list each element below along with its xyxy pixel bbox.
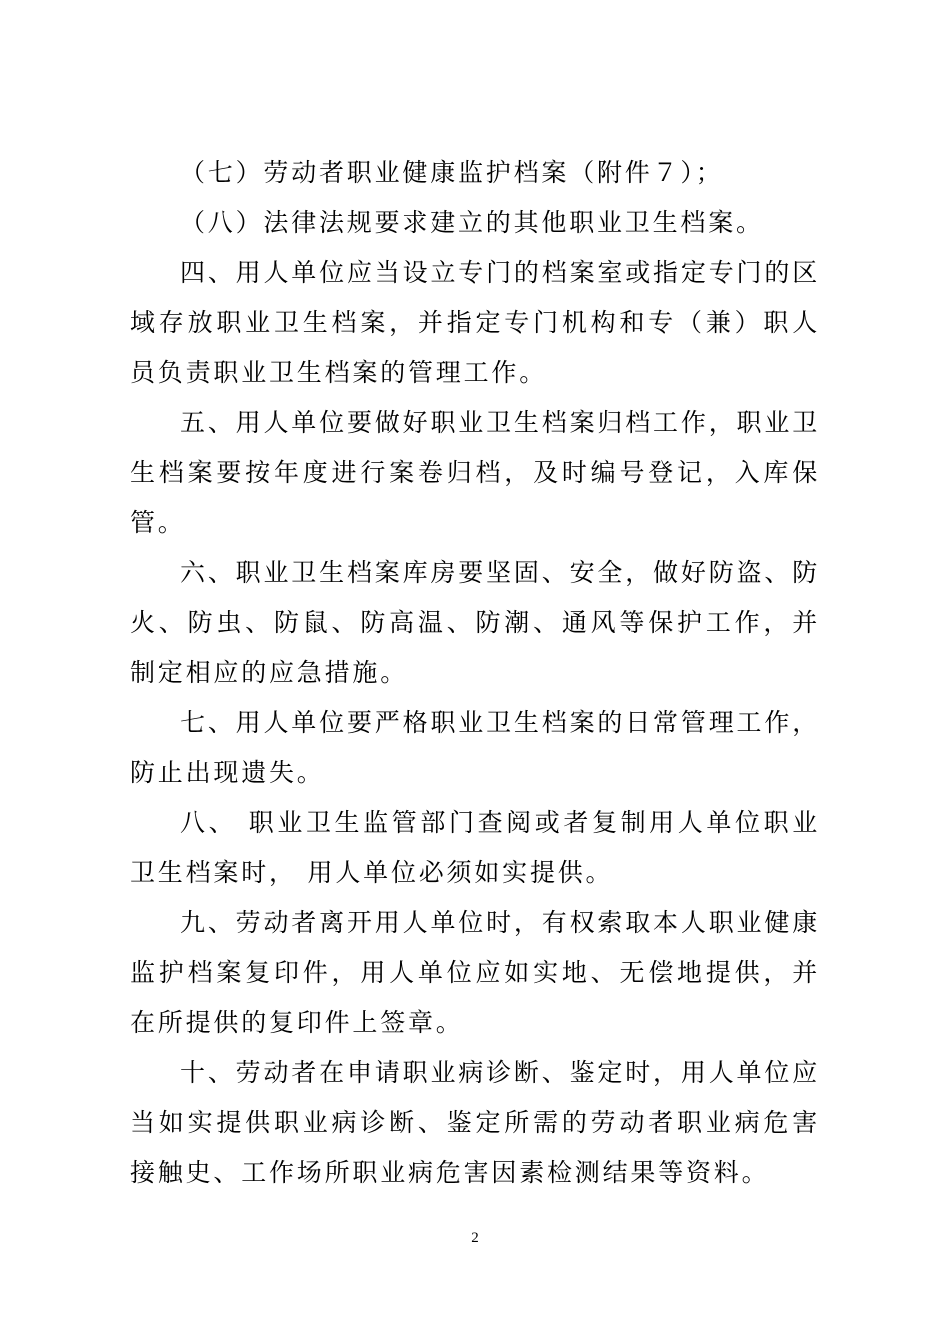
paragraph-article-8: 八、 职业卫生监管部门查阅或者复制用人单位职业卫生档案时， 用人单位必须如实提供。 xyxy=(130,808,820,887)
page-number: 2 xyxy=(471,1230,479,1246)
paragraph-item-7: （七）劳动者职业健康监护档案（附件７）； xyxy=(180,158,724,187)
paragraph-item-8: （八）法律法规要求建立的其他职业卫生档案。 xyxy=(180,208,764,237)
paragraph-article-9: 九、劳动者离开用人单位时，有权索取本人职业健康监护档案复印件，用人单位应如实地、无偿地提供，并在所提供的复印件上签章。 xyxy=(130,908,820,1037)
paragraph-article-6: 六、职业卫生档案库房要坚固、安全，做好防盗、防火、防虫、防鼠、防高温、防潮、通风等保护工作，并制定相应的应急措施。 xyxy=(130,558,820,687)
paragraph-article-5: 五、用人单位要做好职业卫生档案归档工作，职业卫生档案要按年度进行案卷归档，及时编号登记，入库保管。 xyxy=(130,408,820,537)
paragraph-article-10: 十、劳动者在申请职业病诊断、鉴定时，用人单位应当如实提供职业病诊断、鉴定所需的劳动者职业病危害接触史、工作场所职业病危害因素检测结果等资料。 xyxy=(130,1058,820,1187)
paragraph-article-7: 七、用人单位要严格职业卫生档案的日常管理工作，防止出现遗失。 xyxy=(130,708,820,787)
paragraph-article-4: 四、用人单位应当设立专门的档案室或指定专门的区域存放职业卫生档案，并指定专门机构和专（兼）职人员负责职业卫生档案的管理工作。 xyxy=(130,258,820,387)
document-body xyxy=(130,148,820,1198)
